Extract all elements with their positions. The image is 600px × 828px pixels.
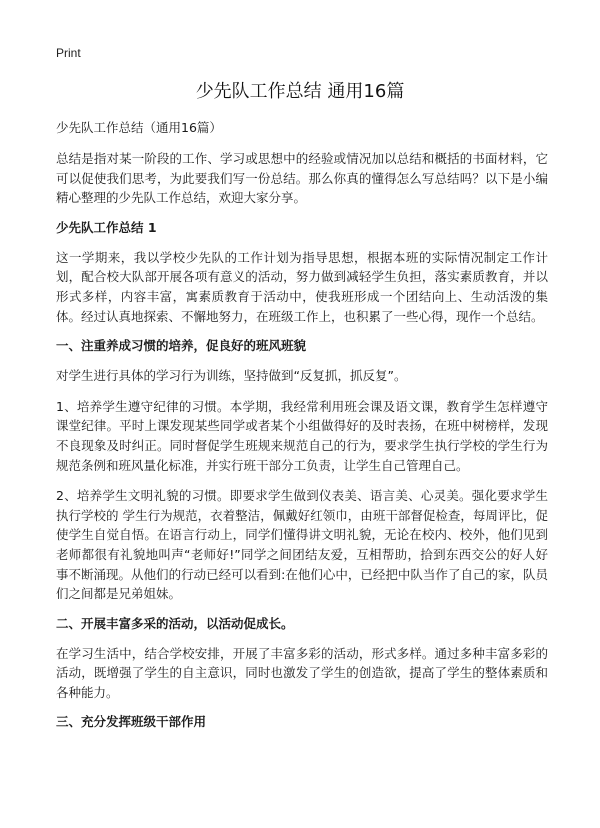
page-title: 少先队工作总结 通用16篇 [195, 81, 405, 102]
activities-paragraph: 在学习生活中，结合学校安排，开展了丰富多彩的活动，形式多样。通过多种丰富多彩的活动，既增强了学生的自主意识，同时也激发了学生的创造欲，提高了学生的整体素质和各种能力。 [56, 645, 548, 700]
discipline-paragraph: 1、培养学生遵守纪律的习惯。本学期，我经常利用班会课及语文课，教育学生怎样遵守课堂纪律。平时上课发现某些同学或者某个小组做得好的及时表扬，在班中树榜样，发现不良现象及时纠正。同时督促学生班规来规范自己的行为，要求学生执行学校的学生行为规范条例和班风量化标准，并实行班干部分工负责，让学生自己管理自己。 [56, 398, 548, 473]
subheading-activities: 二、开展丰富多采的活动，以活动促成长。 [56, 615, 294, 631]
print-link[interactable]: Print [56, 46, 81, 60]
section-1-paragraph: 这一学期来，我以学校少先队的工作计划为指导思想，根据本班的实际情况制定工作计划，配合校大队部开展各项有意义的活动，努力做到减轻学生负担，落实素质教育，并以形式多样，内容丰富，寓素质教育于活动中，使我班形成一个团结向上、生动活泼的集体。经过认真地探索、不懈地努力，在班级工作上，也积累了一些心得，现作一个总结。 [56, 249, 548, 324]
section-heading-1: 少先队工作总结 1 [56, 219, 157, 235]
habits-intro-paragraph: 对学生进行具体的学习行为训练，坚持做到“反复抓，抓反复”。 [56, 368, 407, 384]
article-subtitle: 少先队工作总结（通用16篇） [56, 120, 222, 135]
article-body [56, 119, 548, 742]
intro-paragraph: 总结是指对某一阶段的工作、学习或思想中的经验或情况加以总结和概括的书面材料，它可以促使我们思考，为此要我们写一份总结。那么你真的懂得怎么写总结吗？以下是小编精心整理的少先队工作总结，欢迎大家分享。 [56, 151, 548, 206]
subheading-class-leaders: 三、充分发挥班级干部作用 [56, 714, 207, 730]
etiquette-paragraph: 2、培养学生文明礼貌的习惯。即要求学生做到仪表美、语言美、心灵美。强化要求学生执行学校的 学生行为规范，衣着整洁，佩戴好红领巾，由班干部督促检查，每周评比，促使学生自觉自悟。在语言行动上，同学们懂得讲文明礼貌，无论在校内、校外，他们见到老师都很有礼貌地叫声“老师好!”同学之间团结友爱，互相帮助，拾到东西交公的好人好事不断涌现。从他们的行动已经可以看到:在他们心中，已经把中队当作了自己的家，队员们之间都是兄弟姐妹。 [56, 488, 548, 602]
subheading-habits: 一、注重养成习惯的培养，促良好的班风班貌 [56, 338, 307, 354]
